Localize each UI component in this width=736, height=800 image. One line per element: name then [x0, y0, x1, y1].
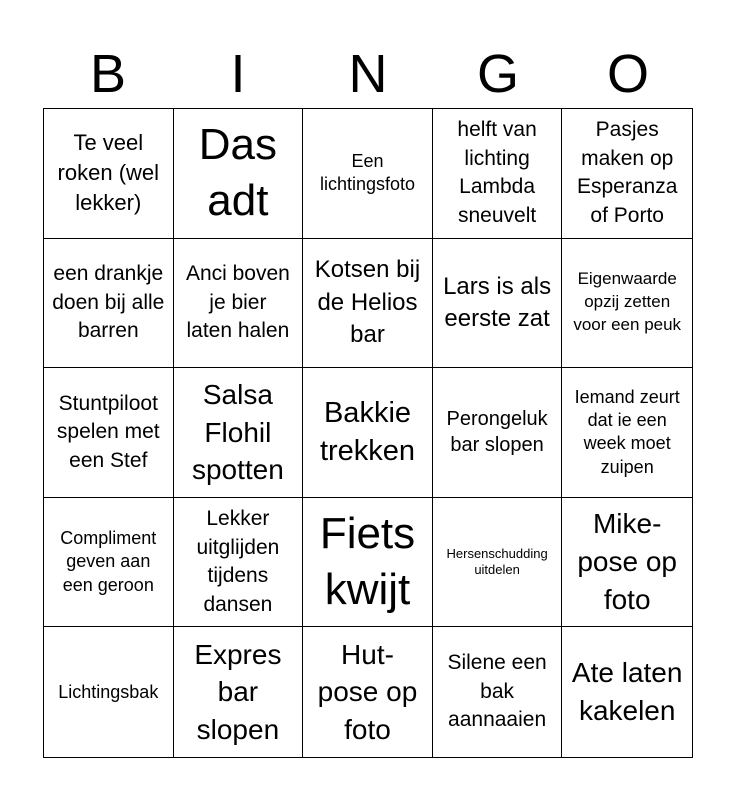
bingo-cell-text: Salsa Flohil spotten [191, 378, 284, 486]
bingo-cell-text: Expres bar slopen [194, 638, 282, 746]
bingo-header [43, 40, 693, 108]
bingo-cell-text: Eigenwaarde opzij zetten voor een peuk [573, 269, 682, 335]
bingo-cell-r1c2[interactable] [174, 109, 304, 239]
bingo-cell-r3c4[interactable] [433, 368, 563, 498]
bingo-cell-r1c4[interactable] [433, 109, 563, 239]
bingo-cell-text: Lars is als eerste zat [443, 272, 552, 332]
bingo-cell-text: Lichtingsbak [58, 681, 159, 702]
bingo-cell-text: helft van lichting Lambda sneuvelt [457, 118, 537, 227]
bingo-cell-text: Hersenschudding uitdelen [446, 545, 548, 578]
header-letter-g: G [476, 44, 519, 104]
bingo-cell-text: Pasjes maken op Esperanza of Porto [576, 118, 678, 227]
bingo-cell-r4c4[interactable] [433, 498, 563, 628]
bingo-cell-text: Silene een bak aannaaien [447, 651, 547, 732]
bingo-cell-r4c5[interactable] [562, 498, 692, 628]
bingo-cell-r5c2[interactable] [174, 627, 304, 757]
bingo-cell-text: Lekker uitglijden tijdens dansen [196, 507, 280, 616]
bingo-cell-text: Kotsen bij de Helios bar [314, 256, 421, 349]
header-letter-n: N [348, 44, 388, 104]
bingo-cell-r2c1[interactable] [44, 239, 174, 369]
bingo-cell-text: Te veel roken (wel lekker) [57, 130, 160, 216]
bingo-cell-r3c2[interactable] [174, 368, 304, 498]
bingo-cell-r1c3[interactable] [303, 109, 433, 239]
bingo-cell-r3c3[interactable] [303, 368, 433, 498]
bingo-cell-text: een drankje doen bij alle barren [52, 262, 165, 343]
bingo-cell-text: Compliment geven aan een geroon [60, 528, 157, 595]
bingo-cell-r5c3[interactable] [303, 627, 433, 757]
bingo-cell-r1c1[interactable] [44, 109, 174, 239]
bingo-cell-text: Fiets kwijt [319, 508, 416, 615]
bingo-cell-text: Ate laten kakelen [571, 657, 683, 727]
bingo-cell-r4c3[interactable] [303, 498, 433, 628]
bingo-cell-text: Stuntpiloot spelen met een Stef [56, 391, 160, 472]
bingo-cell-text: Iemand zeurt dat ie een week moet zuipen [574, 386, 680, 477]
bingo-cell-r4c1[interactable] [44, 498, 174, 628]
bingo-cell-text: Das adt [198, 119, 278, 226]
header-letter-o: O [606, 44, 649, 104]
bingo-cell-text: Perongeluk bar slopen [446, 408, 548, 457]
bingo-cell-text: Een lichtingsfoto [319, 150, 416, 195]
bingo-cell-r2c2[interactable] [174, 239, 304, 369]
bingo-cell-r2c4[interactable] [433, 239, 563, 369]
bingo-grid [43, 108, 693, 758]
bingo-cell-r3c1[interactable] [44, 368, 174, 498]
header-letter-i: I [230, 44, 246, 104]
bingo-cell-r4c2[interactable] [174, 498, 304, 628]
bingo-cell-text: Anci boven je bier laten halen [185, 262, 290, 343]
header-letter-b: B [89, 44, 127, 104]
bingo-cell-r5c1[interactable] [44, 627, 174, 757]
bingo-cell-r5c4[interactable] [433, 627, 563, 757]
bingo-cell-text: Bakkie trekken [319, 396, 416, 468]
bingo-cell-r5c5[interactable] [562, 627, 692, 757]
bingo-cell-r1c5[interactable] [562, 109, 692, 239]
bingo-cell-text: Hut-pose op foto [317, 638, 418, 746]
bingo-cell-r3c5[interactable] [562, 368, 692, 498]
bingo-cell-text: Mike-pose op foto [577, 508, 677, 615]
bingo-cell-r2c3[interactable] [303, 239, 433, 369]
bingo-cell-r2c5[interactable] [562, 239, 692, 369]
